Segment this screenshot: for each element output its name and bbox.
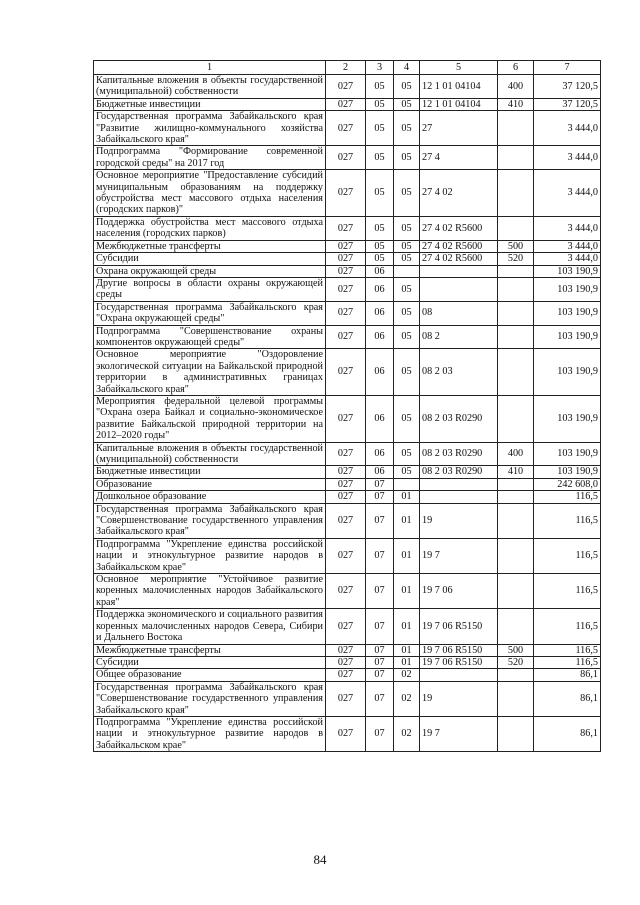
header-col-1: 1 [94,61,326,75]
cell-name: Основное мероприятие "Оздоровление экологической ситуации на Байкальской природной территории в административных границах Забайкальского края" [94,349,326,396]
cell-name: Основное мероприятие "Предоставление субсидий муниципальным образованиям на поддержку обустройства мест массового отдыха населения (городских парков)" [94,170,326,217]
cell-expense-type [498,716,534,751]
table-row [94,466,601,478]
cell-subsection: 01 [394,574,420,609]
cell-target-article: 19 7 06 R5150 [420,656,498,668]
cell-target-article: 19 7 [420,538,498,573]
table-row [94,265,601,277]
cell-target-article: 19 7 [420,716,498,751]
cell-amount: 116,5 [534,491,601,503]
cell-subsection: 01 [394,609,420,644]
cell-subsection: 02 [394,716,420,751]
cell-amount: 86,1 [534,669,601,681]
cell-target-article: 12 1 01 04104 [420,98,498,110]
cell-subsection: 05 [394,75,420,99]
cell-ministry-code: 027 [326,325,366,349]
cell-ministry-code: 027 [326,349,366,396]
cell-amount: 116,5 [534,574,601,609]
cell-ministry-code: 027 [326,574,366,609]
header-col-3: 3 [366,61,394,75]
cell-target-article: 19 7 06 R5150 [420,644,498,656]
header-row [94,61,601,75]
cell-section: 05 [366,240,394,252]
cell-expense-type [498,146,534,170]
cell-expense-type [498,503,534,538]
cell-target-article: 08 2 03 R0290 [420,442,498,466]
cell-section: 06 [366,325,394,349]
cell-ministry-code: 027 [326,656,366,668]
cell-ministry-code: 027 [326,491,366,503]
cell-ministry-code: 027 [326,538,366,573]
cell-expense-type: 410 [498,98,534,110]
cell-target-article: 08 2 03 R0290 [420,395,498,442]
cell-subsection: 05 [394,111,420,146]
cell-name: Общее образование [94,669,326,681]
cell-ministry-code: 027 [326,301,366,325]
cell-expense-type: 410 [498,466,534,478]
cell-section: 05 [366,146,394,170]
page-number: 84 [313,852,327,867]
cell-subsection [394,478,420,490]
cell-section: 07 [366,656,394,668]
cell-target-article: 19 [420,681,498,716]
table-row [94,111,601,146]
cell-section: 06 [366,466,394,478]
cell-ministry-code: 027 [326,681,366,716]
cell-name: Субсидии [94,656,326,668]
cell-name: Поддержка экономического и социального развития коренных малочисленных народов Севера, Сибири и Дальнего Востока [94,609,326,644]
cell-name: Другие вопросы в области охраны окружающей среды [94,277,326,301]
cell-amount: 116,5 [534,644,601,656]
table-row [94,609,601,644]
cell-amount: 242 608,0 [534,478,601,490]
cell-target-article: 27 [420,111,498,146]
cell-ministry-code: 027 [326,669,366,681]
budget-table [93,60,601,752]
cell-expense-type [498,111,534,146]
cell-expense-type [498,277,534,301]
cell-subsection: 05 [394,146,420,170]
cell-subsection: 05 [394,98,420,110]
cell-subsection: 05 [394,466,420,478]
cell-ministry-code: 027 [326,466,366,478]
cell-ministry-code: 027 [326,170,366,217]
cell-expense-type: 400 [498,442,534,466]
cell-target-article: 19 7 06 R5150 [420,609,498,644]
cell-subsection: 05 [394,442,420,466]
table-row [94,216,601,240]
cell-amount: 116,5 [534,538,601,573]
cell-section: 07 [366,491,394,503]
cell-section: 06 [366,442,394,466]
cell-target-article [420,277,498,301]
cell-expense-type [498,609,534,644]
cell-amount: 116,5 [534,656,601,668]
cell-expense-type [498,349,534,396]
cell-amount: 3 444,0 [534,253,601,265]
cell-section: 07 [366,669,394,681]
cell-subsection: 05 [394,301,420,325]
cell-target-article: 08 2 [420,325,498,349]
cell-amount: 103 190,9 [534,466,601,478]
cell-name: Государственная программа Забайкальского края "Совершенствование государственного управления Забайкальского края" [94,503,326,538]
cell-target-article: 19 7 06 [420,574,498,609]
cell-amount: 103 190,9 [534,325,601,349]
table-row [94,98,601,110]
cell-expense-type [498,538,534,573]
cell-amount: 3 444,0 [534,240,601,252]
table-row [94,644,601,656]
cell-target-article: 27 4 02 [420,170,498,217]
cell-amount: 86,1 [534,716,601,751]
cell-ministry-code: 027 [326,395,366,442]
cell-target-article: 08 2 03 [420,349,498,396]
cell-expense-type [498,265,534,277]
cell-name: Капитальные вложения в объекты государственной (муниципальной) собственности [94,75,326,99]
cell-subsection: 01 [394,491,420,503]
cell-amount: 103 190,9 [534,395,601,442]
table-row [94,574,601,609]
cell-subsection: 05 [394,349,420,396]
table-row [94,491,601,503]
cell-subsection: 05 [394,325,420,349]
cell-subsection: 01 [394,656,420,668]
cell-amount: 116,5 [534,609,601,644]
header-col-7: 7 [534,61,601,75]
cell-name: Основное мероприятие "Устойчивое развитие коренных малочисленных народов Забайкальского края" [94,574,326,609]
cell-ministry-code: 027 [326,253,366,265]
cell-target-article: 08 2 03 R0290 [420,466,498,478]
cell-name: Подпрограмма "Укрепление единства российской нации и этнокультурное развитие народов в Забайкальском крае" [94,716,326,751]
cell-amount: 103 190,9 [534,442,601,466]
cell-target-article: 27 4 02 R5600 [420,240,498,252]
table-row [94,503,601,538]
cell-amount: 103 190,9 [534,277,601,301]
budget-page [93,60,600,752]
header-col-4: 4 [394,61,420,75]
cell-subsection: 05 [394,216,420,240]
cell-ministry-code: 027 [326,75,366,99]
cell-expense-type [498,681,534,716]
table-row [94,349,601,396]
cell-section: 07 [366,538,394,573]
table-row [94,395,601,442]
table-row [94,669,601,681]
cell-target-article: 27 4 [420,146,498,170]
cell-section: 05 [366,253,394,265]
cell-section: 06 [366,349,394,396]
cell-subsection: 01 [394,644,420,656]
cell-ministry-code: 027 [326,240,366,252]
cell-ministry-code: 027 [326,716,366,751]
cell-amount: 86,1 [534,681,601,716]
cell-subsection: 05 [394,253,420,265]
cell-expense-type: 500 [498,240,534,252]
table-row [94,681,601,716]
cell-section: 05 [366,98,394,110]
cell-target-article [420,265,498,277]
cell-name: Субсидии [94,253,326,265]
cell-target-article: 27 4 02 R5600 [420,216,498,240]
cell-name: Межбюджетные трансферты [94,240,326,252]
cell-section: 07 [366,644,394,656]
cell-ministry-code: 027 [326,609,366,644]
cell-expense-type [498,395,534,442]
cell-subsection: 05 [394,277,420,301]
cell-expense-type: 400 [498,75,534,99]
table-row [94,75,601,99]
cell-expense-type [498,325,534,349]
cell-amount: 116,5 [534,503,601,538]
table-row [94,538,601,573]
cell-subsection: 02 [394,681,420,716]
cell-subsection: 05 [394,170,420,217]
table-body [94,75,601,752]
cell-section: 07 [366,716,394,751]
cell-amount: 3 444,0 [534,111,601,146]
table-row [94,478,601,490]
cell-section: 05 [366,216,394,240]
cell-subsection: 02 [394,669,420,681]
cell-section: 07 [366,574,394,609]
cell-subsection: 01 [394,503,420,538]
cell-expense-type [498,491,534,503]
cell-name: Капитальные вложения в объекты государственной (муниципальной) собственности [94,442,326,466]
cell-section: 06 [366,265,394,277]
cell-section: 07 [366,478,394,490]
cell-name: Образование [94,478,326,490]
header-col-5: 5 [420,61,498,75]
cell-target-article: 27 4 02 R5600 [420,253,498,265]
cell-expense-type [498,170,534,217]
cell-name: Бюджетные инвестиции [94,466,326,478]
cell-expense-type: 500 [498,644,534,656]
cell-name: Охрана окружающей среды [94,265,326,277]
cell-ministry-code: 027 [326,478,366,490]
cell-target-article: 08 [420,301,498,325]
cell-section: 07 [366,503,394,538]
header-col-2: 2 [326,61,366,75]
table-row [94,170,601,217]
cell-subsection: 05 [394,395,420,442]
cell-section: 07 [366,609,394,644]
cell-target-article [420,669,498,681]
cell-section: 05 [366,111,394,146]
cell-target-article: 12 1 01 04104 [420,75,498,99]
cell-name: Государственная программа Забайкальского края "Развитие жилищно-коммунального хозяйства Забайкальского края" [94,111,326,146]
cell-name: Дошкольное образование [94,491,326,503]
cell-expense-type: 520 [498,253,534,265]
table-row [94,325,601,349]
cell-amount: 3 444,0 [534,146,601,170]
cell-section: 05 [366,75,394,99]
cell-amount: 103 190,9 [534,301,601,325]
cell-name: Подпрограмма "Формирование современной городской среды" на 2017 год [94,146,326,170]
cell-amount: 37 120,5 [534,75,601,99]
cell-target-article [420,478,498,490]
cell-amount: 103 190,9 [534,349,601,396]
cell-section: 06 [366,277,394,301]
cell-name: Подпрограмма "Укрепление единства российской нации и этнокультурное развитие народов в Забайкальском крае" [94,538,326,573]
cell-section: 05 [366,170,394,217]
cell-amount: 37 120,5 [534,98,601,110]
cell-name: Государственная программа Забайкальского края "Охрана окружающей среды" [94,301,326,325]
cell-section: 06 [366,395,394,442]
header-col-6: 6 [498,61,534,75]
cell-expense-type [498,574,534,609]
cell-name: Мероприятия федеральной целевой программы "Охрана озера Байкал и социально-экономическое развитие Байкальской природной территории на 2012–2020 годы" [94,395,326,442]
cell-name: Государственная программа Забайкальского края "Совершенствование государственного управления Забайкальского края" [94,681,326,716]
cell-subsection [394,265,420,277]
cell-ministry-code: 027 [326,216,366,240]
cell-ministry-code: 027 [326,442,366,466]
cell-expense-type: 520 [498,656,534,668]
cell-expense-type [498,669,534,681]
cell-ministry-code: 027 [326,146,366,170]
cell-section: 06 [366,301,394,325]
cell-amount: 3 444,0 [534,216,601,240]
cell-ministry-code: 027 [326,644,366,656]
table-row [94,253,601,265]
cell-expense-type [498,478,534,490]
cell-target-article [420,491,498,503]
table-row [94,240,601,252]
table-row [94,277,601,301]
cell-ministry-code: 027 [326,98,366,110]
cell-name: Подпрограмма "Совершенствование охраны компонентов окружающей среды" [94,325,326,349]
cell-subsection: 01 [394,538,420,573]
cell-name: Межбюджетные трансферты [94,644,326,656]
cell-amount: 103 190,9 [534,265,601,277]
table-row [94,656,601,668]
cell-ministry-code: 027 [326,265,366,277]
table-row [94,716,601,751]
cell-expense-type [498,216,534,240]
cell-name: Бюджетные инвестиции [94,98,326,110]
cell-ministry-code: 027 [326,111,366,146]
table-row [94,442,601,466]
table-row [94,146,601,170]
cell-ministry-code: 027 [326,503,366,538]
cell-ministry-code: 027 [326,277,366,301]
cell-name: Поддержка обустройства мест массового отдыха населения (городских парков) [94,216,326,240]
cell-target-article: 19 [420,503,498,538]
cell-amount: 3 444,0 [534,170,601,217]
cell-section: 07 [366,681,394,716]
cell-expense-type [498,301,534,325]
table-row [94,301,601,325]
cell-subsection: 05 [394,240,420,252]
